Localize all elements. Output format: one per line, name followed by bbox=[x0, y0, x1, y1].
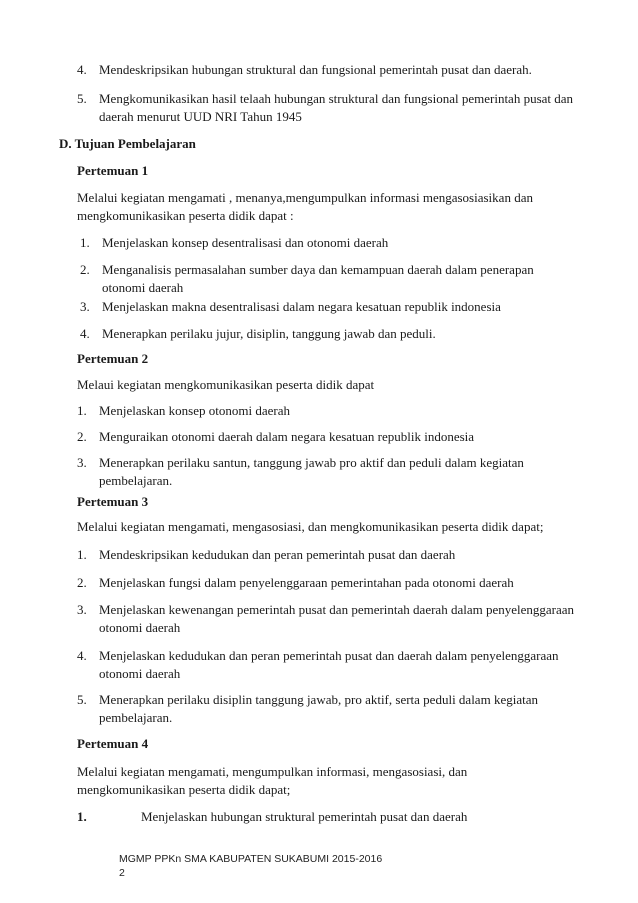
list-number: 4. bbox=[77, 62, 87, 77]
meeting-intro: Melalui kegiatan mengamati, mengasosiasi, dan mengkomunikasikan peserta didik dapat; bbox=[77, 519, 544, 534]
list-number: 1. bbox=[77, 403, 87, 418]
list-number: 4. bbox=[80, 326, 90, 341]
list-number: 4. bbox=[77, 648, 87, 663]
list-number: 3. bbox=[80, 299, 90, 314]
list-number: 3. bbox=[77, 455, 87, 470]
list-text: Menjelaskan konsep otonomi daerah bbox=[99, 403, 290, 418]
meeting-intro: Melalui kegiatan mengamati , menanya,mengumpulkan informasi mengasosiasikan dan mengkomunikasikan peserta didik dapat : bbox=[77, 190, 533, 223]
section-heading: D. Tujuan Pembelajaran bbox=[59, 136, 196, 151]
list-text: Mendeskripsikan hubungan struktural dan fungsional pemerintah pusat dan daerah. bbox=[99, 62, 532, 77]
list-text: Menguraikan otonomi daerah dalam negara kesatuan republik indonesia bbox=[99, 429, 475, 444]
list-text: Menjelaskan fungsi dalam penyelenggaraan pemerintahan pada otonomi daerah bbox=[99, 575, 514, 590]
list-text: Menerapkan perilaku santun, tanggung jawab pro aktif dan peduli dalam kegiatan pembelajaran. bbox=[99, 455, 524, 488]
list-number: 2. bbox=[80, 262, 90, 277]
list-number: 5. bbox=[77, 692, 87, 707]
list-number: 1. bbox=[77, 547, 87, 562]
meeting-title: Pertemuan 2 bbox=[77, 351, 149, 366]
list-number: 1. bbox=[80, 235, 90, 250]
list-text: Mengkomunikasikan hasil telaah hubungan struktural dan fungsional pemerintah pusat dan daerah menurut UUD NRI Tahun 1945 bbox=[99, 91, 574, 124]
list-text: Menjelaskan hubungan struktural pemerintah pusat dan daerah bbox=[141, 809, 468, 824]
list-text: Mendeskripsikan kedudukan dan peran pemerintah pusat dan daerah bbox=[99, 547, 456, 562]
list-number: 2. bbox=[77, 429, 87, 444]
meeting-title: Pertemuan 1 bbox=[77, 163, 149, 178]
meeting-title: Pertemuan 3 bbox=[77, 494, 149, 509]
footer-text: MGMP PPKn SMA KABUPATEN SUKABUMI 2015-2016 bbox=[119, 853, 383, 865]
list-text: Menjelaskan makna desentralisasi dalam negara kesatuan republik indonesia bbox=[102, 299, 501, 314]
list-text: Menganalisis permasalahan sumber daya dan kemampuan daerah dalam penerapan otonomi daerah bbox=[102, 262, 534, 295]
list-text: Menerapkan perilaku jujur, disiplin, tanggung jawab dan peduli. bbox=[102, 326, 436, 341]
page-number: 2 bbox=[119, 867, 125, 879]
list-number: 1. bbox=[77, 809, 87, 824]
list-text: Menjelaskan kewenangan pemerintah pusat dan pemerintah daerah dalam penyelenggaraan otonomi daerah bbox=[99, 602, 575, 635]
list-number: 5. bbox=[77, 91, 87, 106]
meeting-title: Pertemuan 4 bbox=[77, 736, 149, 751]
meeting-intro: Melaui kegiatan mengkomunikasikan peserta didik dapat bbox=[77, 377, 375, 392]
meeting-intro: Melalui kegiatan mengamati, mengumpulkan informasi, mengasosiasi, dan mengkomunikasikan peserta didik dapat; bbox=[77, 764, 468, 797]
list-number: 2. bbox=[77, 575, 87, 590]
list-text: Menerapkan perilaku disiplin tanggung jawab, pro aktif, serta peduli dalam kegiatan pembelajaran. bbox=[99, 692, 538, 725]
list-text: Menjelaskan konsep desentralisasi dan otonomi daerah bbox=[102, 235, 389, 250]
list-text: Menjelaskan kedudukan dan peran pemerintah pusat dan daerah dalam penyelenggaraan otonomi daerah bbox=[99, 648, 559, 681]
list-number: 3. bbox=[77, 602, 87, 617]
